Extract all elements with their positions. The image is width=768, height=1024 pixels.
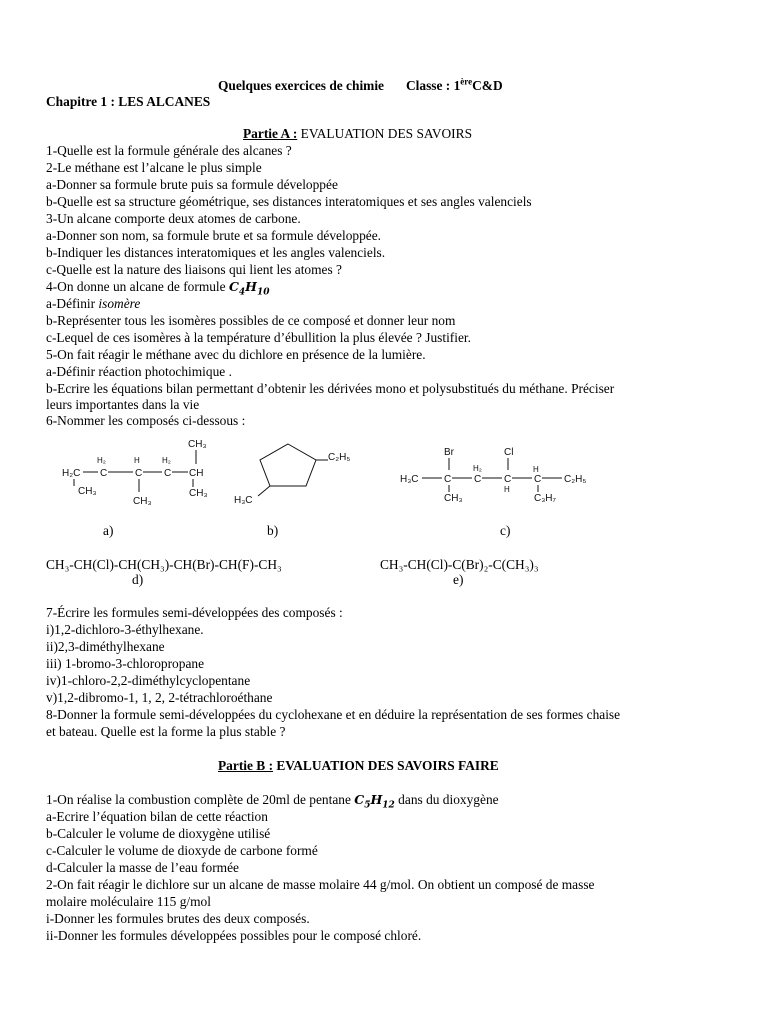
atom: C₃H₇ — [534, 493, 556, 504]
classe-suffix: C&D — [472, 78, 503, 93]
atom: H₃C — [234, 495, 253, 506]
q1-text: 1-On réalise la combustion complète de 20ml de pentane — [46, 792, 355, 807]
atom: C — [164, 468, 172, 479]
atom: C — [135, 468, 143, 479]
cyclopentane-ring — [260, 444, 316, 486]
atom: CH₃ — [133, 496, 152, 507]
chapter-title: Chapitre 1 : LES ALCANES — [46, 94, 211, 109]
atom: H — [533, 465, 539, 474]
partB-question-1 — [46, 792, 499, 811]
q1-c-sub: 5 — [364, 800, 371, 811]
label-e: e) — [453, 572, 464, 587]
q1-c: C — [354, 792, 365, 807]
q4a-term: isomère — [98, 296, 141, 311]
question-line: i-Donner les formules brutes des deux composés. — [46, 911, 310, 926]
q4-text: 4-On donne un alcane de formule — [46, 279, 229, 294]
question-line: molaire moléculaire 115 g/mol — [46, 894, 211, 909]
question-line: a-Donner sa formule brute puis sa formule développée — [46, 177, 338, 192]
atom: H₂ — [473, 464, 482, 473]
atom: C — [444, 474, 452, 485]
label-c: c) — [500, 523, 511, 538]
doc-title — [218, 78, 503, 94]
partA-rest: EVALUATION DES SAVOIRS — [297, 126, 473, 141]
question-line: b-Représenter tous les isomères possibles de ce composé et donner leur nom — [46, 313, 456, 328]
q4a-prefix: a-Définir — [46, 296, 99, 311]
classe-sup: ère — [460, 76, 473, 87]
question-line: d-Calculer la masse de l’eau formée — [46, 860, 239, 875]
question-line: i)1,2-dichloro-3-éthylhexane. — [46, 622, 204, 637]
question-line: b-Quelle est sa structure géométrique, ses distances interatomiques et ses angles valenciels — [46, 194, 532, 209]
question-line: b-Ecrire les équations bilan permettant d’obtenir les dérivées mono et polysubstitués du méthane. Préciser — [46, 381, 615, 396]
formula-d: CH₃-CH(Cl)-CH(CH₃)-CH(Br)-CH(F)-CH₃ — [46, 557, 282, 572]
question-line: 2-Le méthane est l’alcane le plus simple — [46, 160, 262, 175]
atom: CH₃ — [78, 486, 97, 497]
structure-a — [58, 432, 228, 507]
label-a: a) — [103, 523, 114, 538]
question-line: ii)2,3-diméthylhexane — [46, 639, 165, 654]
question-4 — [46, 279, 270, 298]
question-line: 3-Un alcane comporte deux atomes de carbone. — [46, 211, 301, 226]
question-line: 7-Écrire les formules semi-développées des composés : — [46, 605, 343, 620]
atom: H₂C — [62, 468, 81, 479]
atom: C₂H₅ — [564, 474, 587, 485]
structure-c — [396, 444, 616, 506]
question-line: 8-Donner la formule semi-développées du cyclohexane et en déduire la représentation de ses formes chaise — [46, 707, 621, 722]
q1-h-sub: 12 — [382, 800, 395, 811]
partA-heading — [243, 126, 472, 142]
question-line: c-Quelle est la nature des liaisons qui lient les atomes ? — [46, 262, 342, 277]
partB-heading — [218, 758, 499, 774]
formula-e: CH₃-CH(Cl)-C(Br)₂-C(CH₃)₃ — [380, 557, 539, 572]
atom: C₂H₅ — [328, 452, 351, 463]
question-line: iv)1-chloro-2,2-diméthylcyclopentane — [46, 673, 251, 688]
question-line: a-Définir réaction photochimique . — [46, 364, 232, 379]
question-line: leurs importantes dans la vie — [46, 397, 200, 412]
q4-h: H — [245, 279, 257, 294]
question-line: ii-Donner les formules développées possibles pour le composé chloré. — [46, 928, 422, 943]
atom: CH₃ — [189, 488, 208, 499]
q4-h-sub: 10 — [256, 287, 270, 298]
partB-prefix: Partie B : — [218, 758, 274, 773]
question-4a — [46, 296, 140, 312]
atom: H — [504, 485, 510, 494]
title-text: Quelques exercices de chimie — [218, 78, 384, 93]
atom: C — [504, 474, 512, 485]
q4-formula — [228, 279, 270, 298]
atom: CH₃ — [444, 493, 463, 504]
atom: H₃C — [400, 474, 419, 485]
question-line: b-Indiquer les distances interatomiques et les angles valenciels. — [46, 245, 386, 260]
label-b: b) — [267, 523, 279, 538]
q4-c: C — [228, 279, 239, 294]
question-line: c-Lequel de ces isomères à la température d’ébullition la plus élevée ? Justifier. — [46, 330, 471, 345]
question-line: iii) 1-bromo-3-chloropropane — [46, 656, 205, 671]
question-line: b-Calculer le volume de dioxygène utilisé — [46, 826, 271, 841]
atom: C — [100, 468, 108, 479]
atom: CH — [189, 468, 204, 479]
question-line: 1-Quelle est la formule générale des alcanes ? — [46, 143, 292, 158]
partA-prefix: Partie A : — [243, 126, 298, 141]
question-line: 2-On fait réagir le dichlore sur un alcane de masse molaire 44 g/mol. On obtient un composé de masse — [46, 877, 595, 892]
atom: C — [474, 474, 482, 485]
question-line: et bateau. Quelle est la forme la plus stable ? — [46, 724, 286, 739]
atom: H — [134, 456, 140, 465]
q1-h: H — [370, 792, 383, 807]
atom: CH₃ — [188, 439, 207, 450]
structure-b — [230, 436, 370, 506]
atom: H₂ — [97, 456, 106, 465]
atom: Br — [444, 447, 454, 458]
q4-c-sub: 4 — [238, 287, 246, 298]
question-line: c-Calculer le volume de dioxyde de carbone formé — [46, 843, 318, 858]
atom: Cl — [504, 447, 514, 458]
question-line: a-Donner son nom, sa formule brute et sa formule développée. — [46, 228, 382, 243]
question-line: 5-On fait réagir le méthane avec du dichlore en présence de la lumière. — [46, 347, 426, 362]
label-d: d) — [132, 572, 144, 587]
question-line: a-Ecrire l’équation bilan de cette réaction — [46, 809, 268, 824]
q1-text-after: dans du dioxygène — [394, 792, 499, 807]
q1-formula — [354, 792, 395, 811]
partB-rest: EVALUATION DES SAVOIRS FAIRE — [273, 758, 499, 773]
bond — [258, 486, 270, 496]
atom: C — [534, 474, 542, 485]
atom: H₂ — [162, 456, 171, 465]
classe-label: Classe : 1 — [405, 78, 461, 93]
question-line: v)1,2-dibromo-1, 1, 2, 2-tétrachloroéthane — [46, 690, 273, 705]
question-line: 6-Nommer les composés ci-dessous : — [46, 413, 246, 428]
